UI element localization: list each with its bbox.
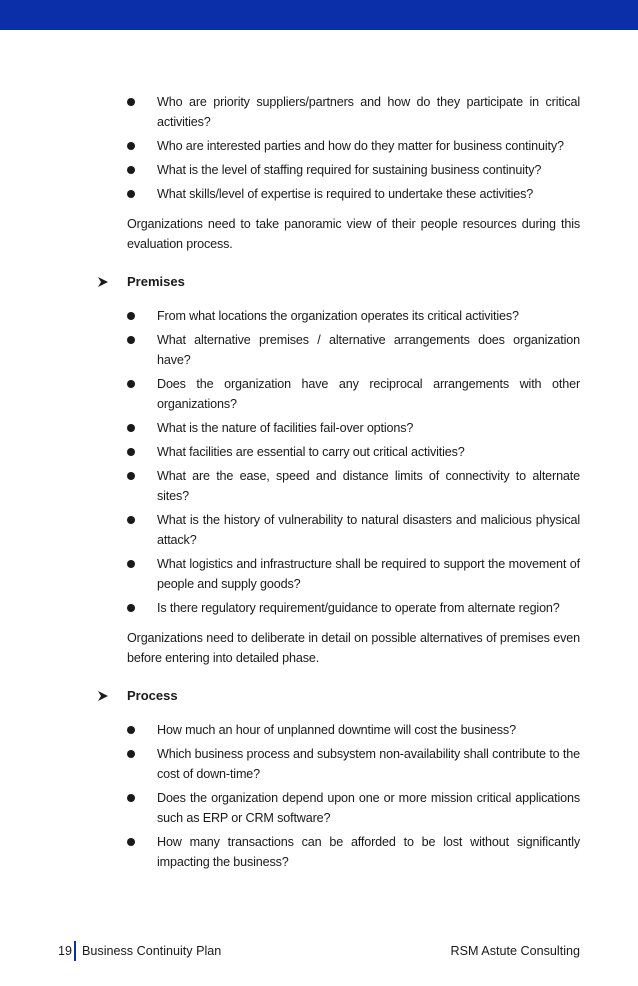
- list-item: From what locations the organization operates its critical activities?: [127, 306, 580, 326]
- list-item: Does the organization have any reciprocal arrangements with other organizations?: [127, 374, 580, 414]
- header-bar: [0, 0, 638, 30]
- list-item: What skills/level of expertise is required to undertake these activities?: [127, 184, 580, 204]
- bullet-icon: [127, 312, 135, 320]
- list-item: What is the history of vulnerability to natural disasters and malicious physical attack?: [127, 510, 580, 550]
- list-item: What are the ease, speed and distance limits of connectivity to alternate sites?: [127, 466, 580, 506]
- list-item: What is the level of staffing required for sustaining business continuity?: [127, 160, 580, 180]
- list-item: How many transactions can be afforded to be lost without significantly impacting the business?: [127, 832, 580, 872]
- company-name: RSM Astute Consulting: [450, 944, 580, 958]
- page-content: [0, 92, 638, 876]
- bullet-icon: [127, 448, 135, 456]
- footer-divider: [74, 941, 76, 961]
- list-item: Who are priority suppliers/partners and how do they participate in critical activities?: [127, 92, 580, 132]
- bullet-icon: [127, 516, 135, 524]
- list-item: Which business process and subsystem non-availability shall contribute to the cost of down-time?: [127, 744, 580, 784]
- bullet-icon: [127, 166, 135, 174]
- bullet-icon: [127, 142, 135, 150]
- document-title: Business Continuity Plan: [82, 944, 222, 958]
- bullet-icon: [127, 472, 135, 480]
- bullet-icon: [127, 750, 135, 758]
- bullet-icon: [127, 190, 135, 198]
- premises-summary: Organizations need to deliberate in detail on possible alternatives of premises even before entering into detailed phase.: [127, 631, 580, 665]
- arrow-bullet-icon: [97, 276, 109, 288]
- premises-heading-text: Premises: [127, 274, 185, 289]
- process-heading: [97, 686, 638, 706]
- list-item: What is the nature of facilities fail-over options?: [127, 418, 580, 438]
- bullet-icon: [127, 560, 135, 568]
- bullet-icon: [127, 380, 135, 388]
- list-item: Does the organization depend upon one or more mission critical applications such as ERP or CRM software?: [127, 788, 580, 828]
- bullet-icon: [127, 424, 135, 432]
- list-item: What logistics and infrastructure shall be required to support the movement of people and supply goods?: [127, 554, 580, 594]
- page-footer: [0, 941, 638, 961]
- bullet-icon: [127, 604, 135, 612]
- bullet-icon: [127, 794, 135, 802]
- process-bullet-list: [127, 720, 580, 872]
- page-number: 19: [58, 944, 73, 958]
- people-bullet-list: [127, 92, 580, 204]
- bullet-icon: [127, 838, 135, 846]
- list-item: What facilities are essential to carry out critical activities?: [127, 442, 580, 462]
- list-item: What alternative premises / alternative arrangements does organization have?: [127, 330, 580, 370]
- premises-heading: [97, 272, 638, 292]
- bullet-icon: [127, 336, 135, 344]
- premises-bullet-list: [127, 306, 580, 618]
- list-item: Who are interested parties and how do they matter for business continuity?: [127, 136, 580, 156]
- bullet-icon: [127, 726, 135, 734]
- list-item: How much an hour of unplanned downtime will cost the business?: [127, 720, 580, 740]
- bullet-icon: [127, 98, 135, 106]
- arrow-bullet-icon: [97, 690, 109, 702]
- process-heading-text: Process: [127, 688, 178, 703]
- people-summary: Organizations need to take panoramic view of their people resources during this evaluation process.: [127, 217, 580, 251]
- list-item: Is there regulatory requirement/guidance to operate from alternate region?: [127, 598, 580, 618]
